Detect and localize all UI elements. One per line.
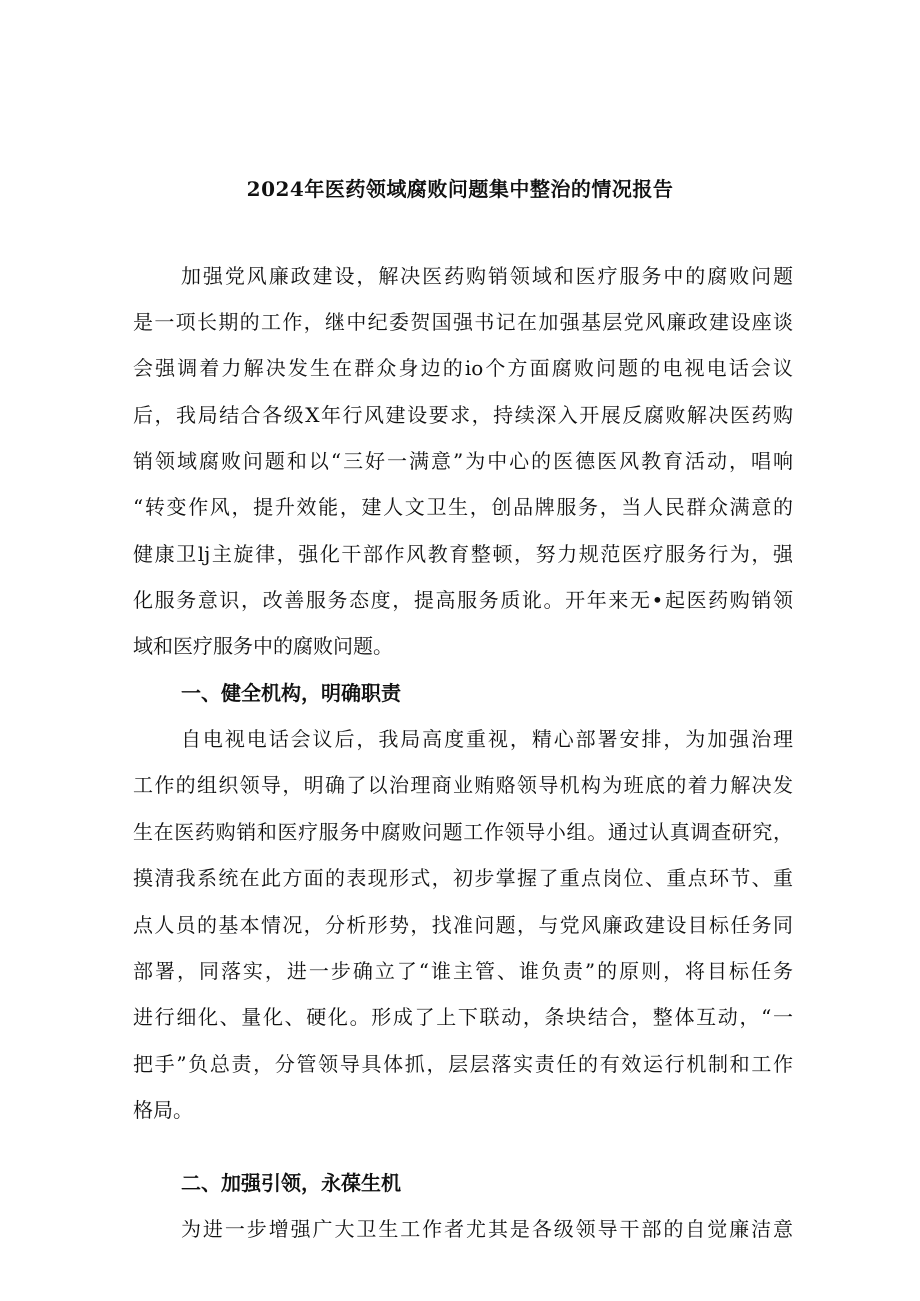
section-heading: 一、健全机构，明确职责 bbox=[181, 681, 401, 705]
paragraph-line: 是一项长期的工作，继中纪委贺国强书记在加强基层党风廉政建设座谈 bbox=[133, 310, 793, 334]
paragraph-line: 后，我局结合各级X年行风建设要求，持续深入开展反腐败解决医药购 bbox=[133, 403, 793, 427]
paragraph-line: 摸清我系统在此方面的表现形式，初步掌握了重点岗位、重点环节、重 bbox=[133, 866, 793, 890]
paragraph-line: 为进一步增强广大卫生工作者尤其是各级领导干部的自觉廉洁意 bbox=[181, 1217, 793, 1241]
paragraph-line: 点人员的基本情况，分析形势，找准问题，与党风廉政建设目标任务同 bbox=[133, 913, 793, 937]
paragraph-line: 格局。 bbox=[133, 1098, 193, 1122]
paragraph-line: 自电视电话会议后，我局高度重视，精心部署安排，为加强治理 bbox=[181, 727, 793, 751]
paragraph-line: 化服务意识，改善服务态度，提高服务质讹。开年来无•起医药购销领 bbox=[133, 588, 793, 612]
document-title: 2024年医药领域腐败问题集中整治的情况报告 bbox=[246, 177, 674, 201]
paragraph-line: 健康卫lj主旋律，强化干部作风教育整顿，努力规范医疗服务行为，强 bbox=[133, 542, 793, 566]
paragraph-line: “转变作风，提升效能，建人文卫生，创品牌服务，当人民群众满意的 bbox=[133, 495, 793, 519]
section-heading: 二、加强引领，永葆生机 bbox=[181, 1171, 401, 1195]
paragraph-line: 进行细化、量化、硬化。形成了上下联动，条块结合，整体互动，“一 bbox=[133, 1005, 793, 1029]
paragraph-line: 销领域腐败问题和以“三好一满意”为中心的医德医风教育活动，唱响 bbox=[133, 449, 793, 473]
paragraph-line: 会强调着力解决发生在群众身边的io个方面腐败问题的电视电话会议 bbox=[133, 356, 793, 380]
paragraph-line: 工作的组织领导，明确了以治理商业贿赂领导机构为班底的着力解决发 bbox=[133, 773, 793, 797]
paragraph-line: 域和医疗服务中的腐败问题。 bbox=[133, 634, 393, 658]
paragraph-line: 把手”负总责，分管领导具体抓，层层落实责任的有效运行机制和工作 bbox=[133, 1052, 793, 1076]
paragraph-line: 生在医药购销和医疗服务中腐败问题工作领导小组。通过认真调查研究， bbox=[133, 820, 793, 844]
paragraph-line: 部署，同落实，进一步确立了“谁主管、谁负责”的原则，将目标任务 bbox=[133, 959, 793, 983]
paragraph-line: 加强党风廉政建设，解决医药购销领域和医疗服务中的腐败问题 bbox=[181, 264, 793, 288]
